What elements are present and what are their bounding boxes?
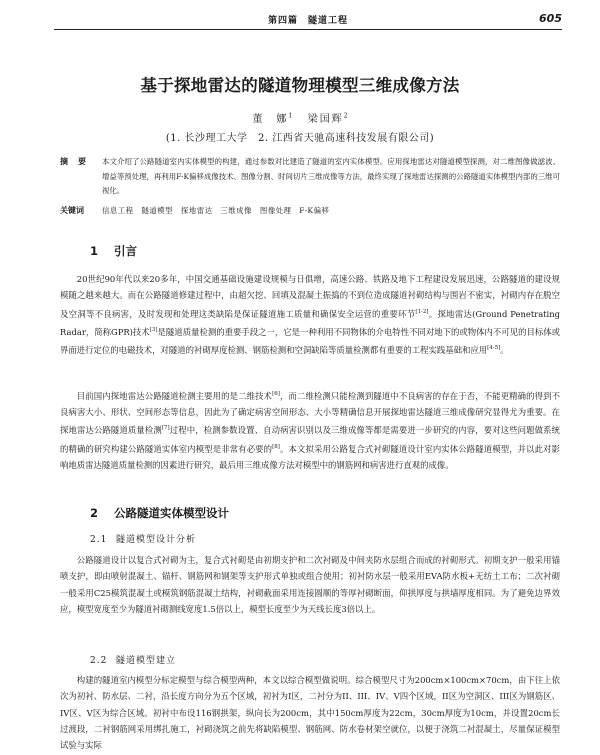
paragraph-text: 。 [500,344,509,355]
section-heading [90,243,137,259]
paper-title: 基于探地雷达的隧道物理模型三维成像方法 [140,76,460,95]
author-name: 董 娜 [252,114,289,125]
paragraph-text: 目前国内探地雷达公路隧道检测主要用的是二维技术 [76,390,273,401]
abstract-text: 本文介绍了公路隧道室内实体模型的构建，通过参数对比建造了隧道的室内实体模型。应用探地雷达对隧道模型探测，对二维图像做滤波、增益等预处理，再利用F-K偏移成像技术、图像分割、时间切片三维成像等方法，最终实现了探地雷达探测的公路隧道实体模型内部的三维可视化。 [102,157,560,196]
running-header [54,12,562,30]
paragraph-text: 。本文拟采用公路复合式衬砌隧道设计室内实体公路隧道模型，并以此对影响地质雷达隧道质量检测的因素进行研究，最后用三维成像方法对模型中的钢筋网和病害进行直观的成像。 [60,443,560,470]
subsection-number: 2.1 [90,535,108,545]
keywords-label: 关键词 [60,206,84,215]
paragraph [60,386,560,473]
author-line [0,110,600,125]
paragraph-text: 过程中，检测参数设置、自动病害识别以及三维成像等都是需要进一步研究的内容，要对这些问题做系统的精确的研究构建公路隧道实体室内模型是非常有必要的 [60,425,561,454]
citation: [1-2] [415,308,429,315]
section-number: 1 [90,244,99,258]
subsection-number: 2.2 [90,656,108,666]
paragraph [60,271,560,358]
keywords-text: 信息工程 隧道模型 探地雷达 三维成像 图像处理 F-K偏移 [102,206,330,215]
citation: [7] [161,425,170,432]
keywords [60,205,560,216]
paragraph-text: 是隧道质量检测的重要手段之一，它是一种利用不同物体的介电特性不同对地下的或物体内不可见的目标体或界面进行定位的电磁技术，对隧道的衬砌厚度检测、钢筋检测和空洞缺陷等质量检测都有重要的工程实践基础和应用 [60,326,561,355]
paragraph: 构建的隧道室内模型分标定模型与综合模型两种，本文以综合模型做说明。综合模型尺寸为200cm×100cm×70cm，由下往上依次为初衬、防水层、二衬，沿长度方向分为五个区域，初衬为I区，二衬分为II、III、IV、V四个区域，II区为空洞区、III区为钢筋区、IV区、V区为综合区域。初衬中布设116钢拱架，纵向长为200cm，其中150cm厚度为22cm，30cm厚度为10cm，并设置20cm长过渡段，二衬钢筋网采用绑扎施工，衬砌浇筑之前先将缺陷模型、钢筋网、防水卷材架空就位，以便于浇筑二衬混凝土，尽量保证模型试验与实际 [60,675,560,751]
paragraph-text: 。探地雷达(Ground Penetrating Radar，简称GPR)技术 [60,308,560,337]
subsection-title: 隧道模型建立 [116,656,177,666]
section-title: 引言 [114,244,137,258]
running-title: 第四篇 隧道工程 [267,16,348,26]
paragraph-text: ，而二维检测只能检测到隧道中不良病害的存在于否，不能更精确的得到不良病害大小、形状、空间形态等信息，因此为了确定病害空间形态、大小等精确信息开展探地雷达隧道三维成像研究显得尤为重要。在探地雷达公路隧道质量检测 [60,390,561,436]
author-affil-mark: 1 [288,112,293,120]
section-heading [90,505,229,521]
section-title: 公路隧道实体模型设计 [114,506,229,520]
paragraph: 公路隧道设计以复合式衬砌为主，复合式衬砌是由初期支护和二次衬砌及中间夹防水层组合而成的衬砌形式。初期支护一般采用锚喷支护，即由喷射混凝土、锚杆、钢筋网和钢架等支护形式单独或组合使用；初衬防水层一般采用EVA防水板+无纺土工布；二次衬砌一般采用C25模筑混凝土或模筑钢筋混凝土结构，衬砌截面采用连接圆顺的等厚衬砌断面，仰拱厚度与拱墙厚度相同。为了避免边界效应，模型宽度至少为隧道衬砌测线宽度1.5倍以上，模型长度至少为天线长度3倍以上。 [60,555,560,615]
citation: [4-5] [487,344,501,351]
abstract [60,155,560,199]
section-number: 2 [90,506,99,520]
abstract-label: 摘 要 [60,157,87,166]
paragraph-text: 20世纪90年代以来20多年，中国交通基础设施建设规模与日俱增，高速公路、铁路及地下工程建设发展迅速，公路隧道的建设规模随之越来越大。而在公路隧道修建过程中，由超欠挖、回填及混凝土振捣的不到位造成隧道衬砌结构与围岩不密实，衬砌内存在脱空及空洞等不良病害，及时发现和处理这类缺陷是保证隧道施工质量和确保安全运营的重要环节 [60,274,560,319]
page-number: 605 [539,12,562,25]
author-name: 梁国辉 [307,114,344,125]
subsection-title: 隧道模型设计分析 [116,535,197,545]
citation: [3] [149,326,158,333]
affiliations: (1. 长沙理工大学 2. 江西省天驰高速科技发展有限公司) [165,133,435,144]
citation: [8] [272,443,280,450]
subsection-heading [90,532,196,545]
author-affil-mark: 2 [343,112,348,120]
citation: [6] [272,391,280,397]
subsection-heading [90,653,176,666]
